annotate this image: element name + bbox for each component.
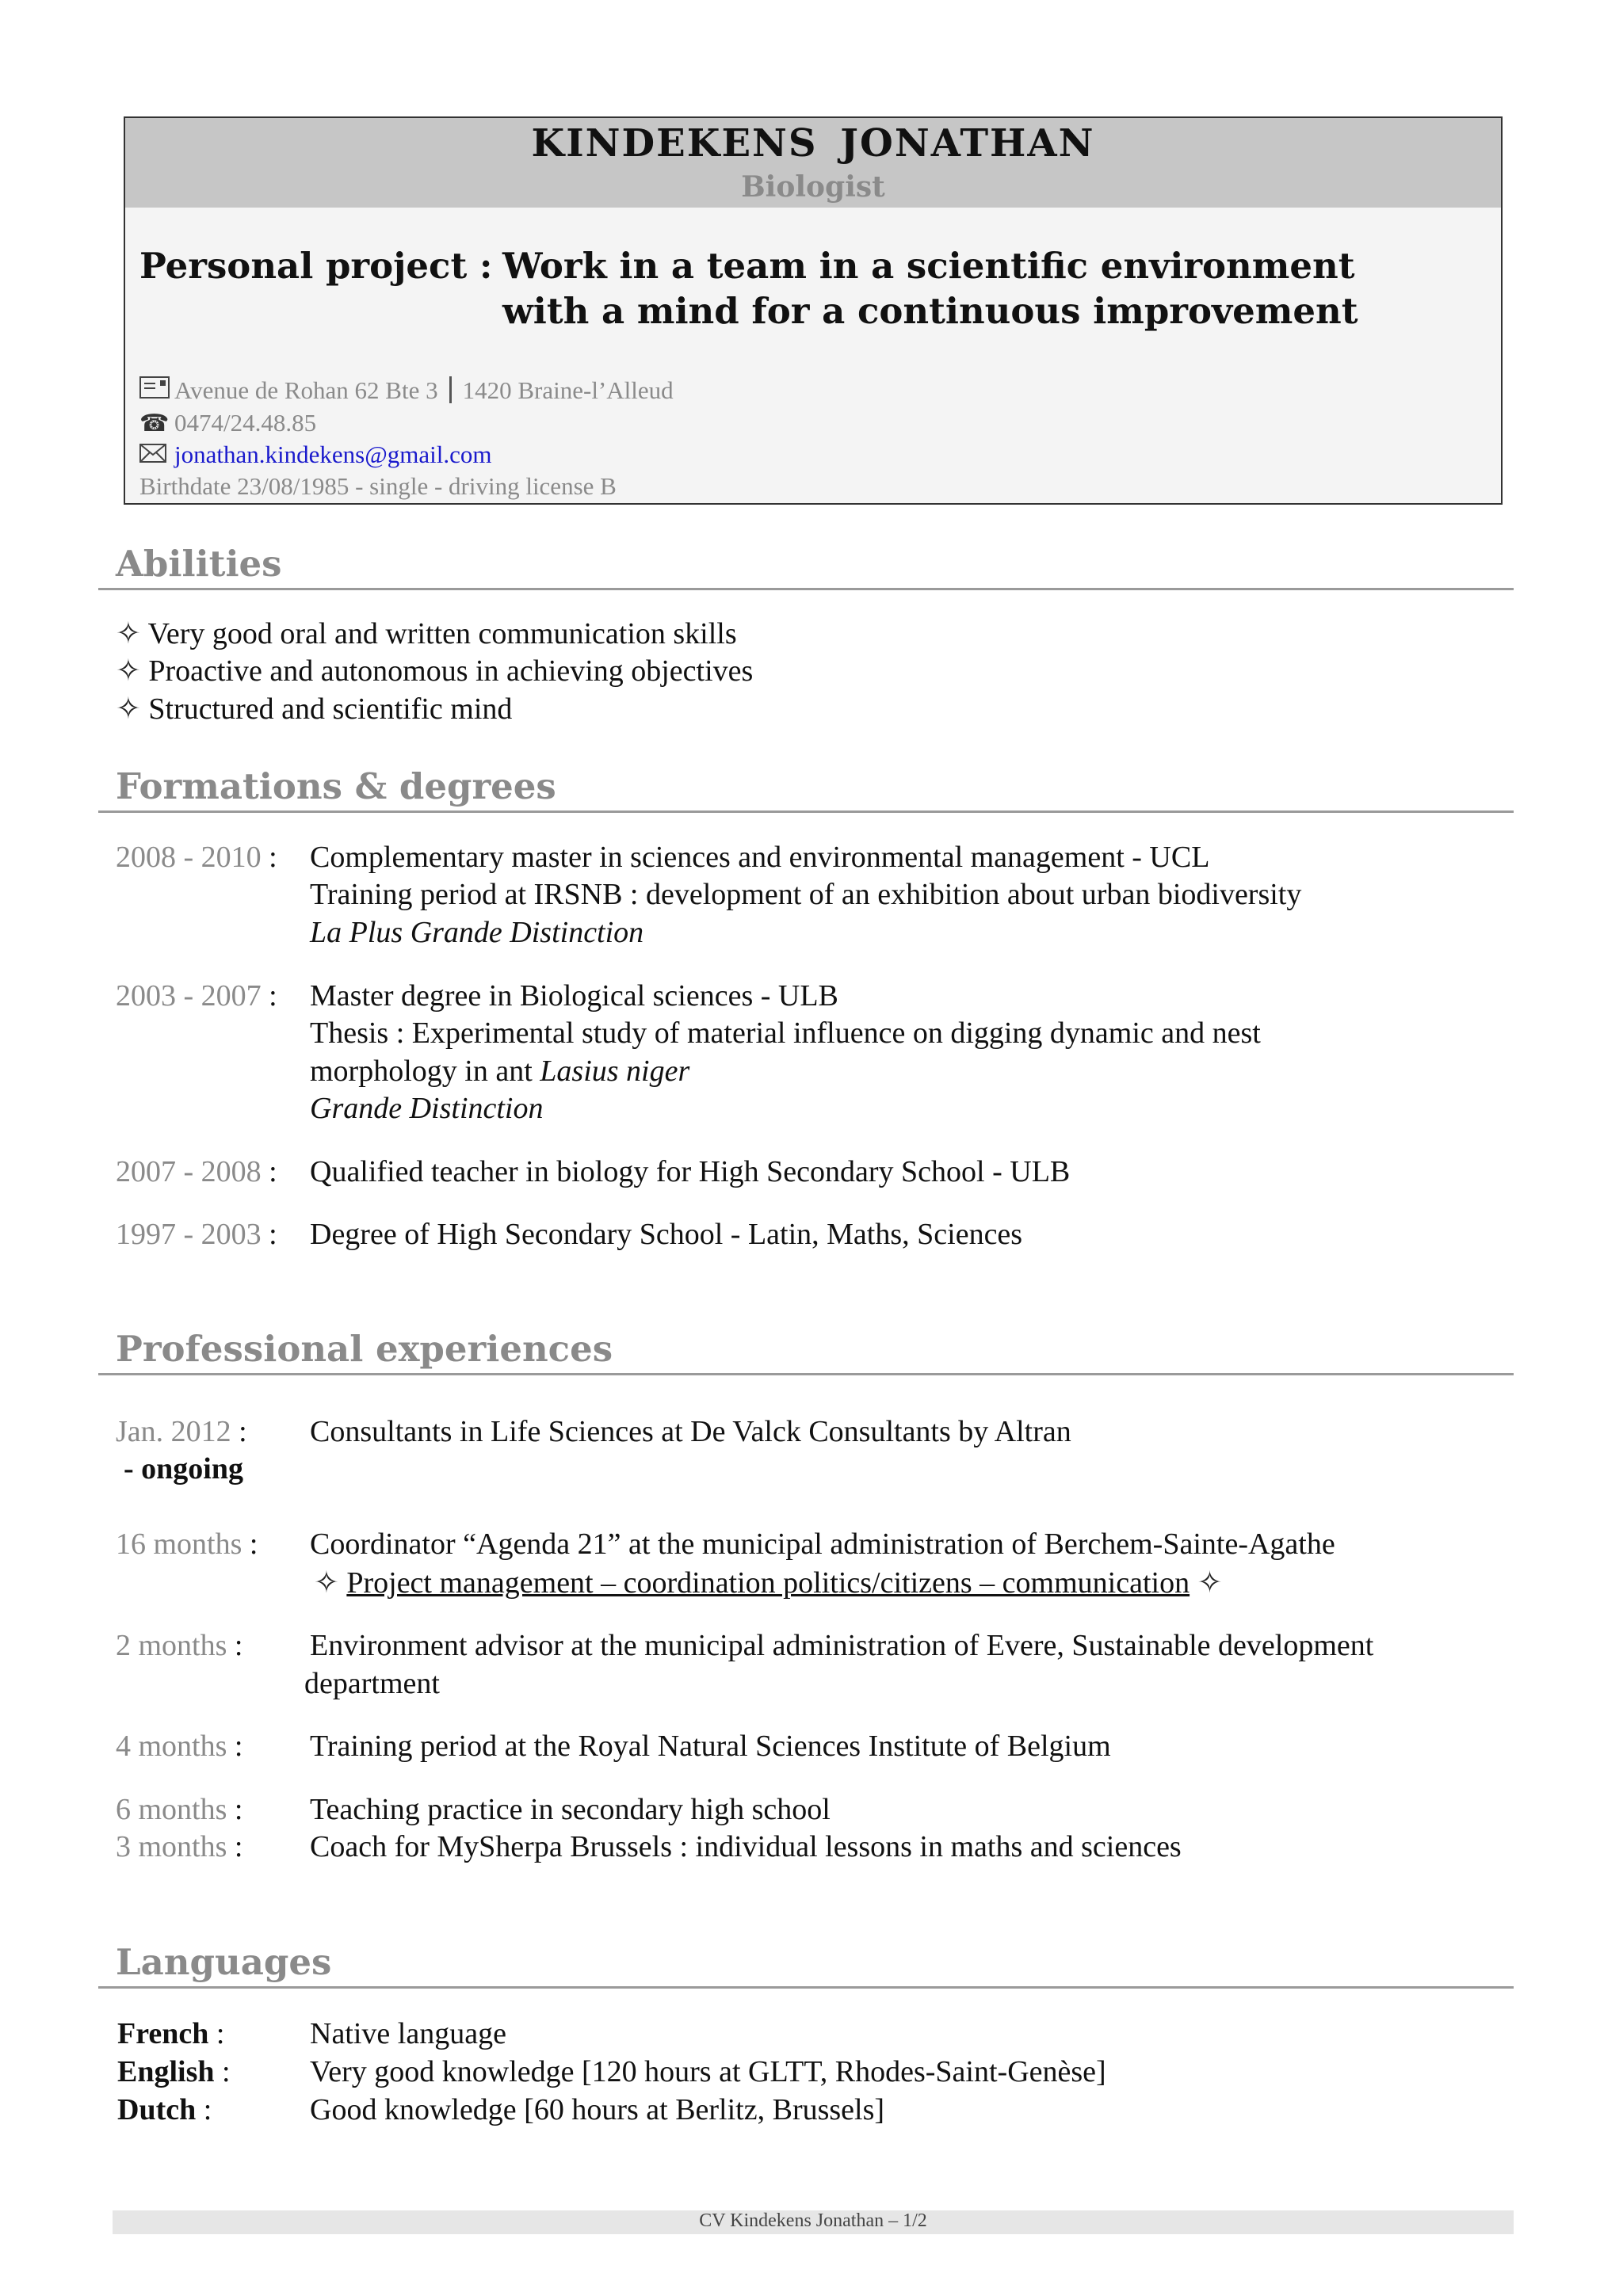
person-role: Biologist [741, 170, 885, 204]
experience-date-extra: - ongoing [124, 1452, 243, 1486]
star-bullet-icon: ✧ [116, 617, 148, 650]
contact-phone [139, 409, 316, 437]
experience-line: Consultants in Life Sciences at De Valck Consultants by Altran [310, 1415, 1071, 1448]
formation-line: Qualified teacher in biology for High Secondary School - ULB [310, 1155, 1071, 1188]
languages-rule [98, 1986, 1514, 1989]
language-level: Good knowledge [60 hours at Berlitz, Brussels] [310, 2093, 885, 2126]
star-bullet-icon: ✧ [314, 1566, 347, 1600]
ability-item: ✧ Very good oral and written communication skills [116, 617, 737, 650]
formation-distinction: La Plus Grande Distinction [310, 916, 644, 949]
abilities-rule [98, 588, 1514, 590]
experience-date: Jan. 2012 : [116, 1415, 247, 1448]
experience-line: department [304, 1667, 440, 1700]
project-line-1: Work in a team in a scientific environment [502, 245, 1355, 287]
experience-line: ✧ Project management – coordination politics/citizens – communication ✧ [314, 1566, 1223, 1600]
email-link[interactable]: jonathan.kindekens@gmail.com [174, 441, 492, 468]
formation-line: Master degree in Biological sciences - ULB [310, 979, 838, 1013]
formation-line: Thesis : Experimental study of material influence on digging dynamic and nest [310, 1016, 1261, 1050]
ability-item: ✧ Proactive and autonomous in achieving objectives [116, 654, 754, 688]
formation-line: Complementary master in sciences and environmental management - UCL [310, 841, 1210, 874]
language-name: Dutch : [117, 2093, 212, 2126]
footer-text: CV Kindekens Jonathan – 1/2 [699, 2210, 927, 2231]
formation-distinction: Grande Distinction [310, 1092, 544, 1125]
experiences-title: Professional experiences [116, 1328, 613, 1370]
experience-date: 16 months : [116, 1527, 258, 1561]
experience-date: 6 months : [116, 1793, 243, 1826]
languages-title: Languages [116, 1941, 332, 1983]
envelope-icon [139, 442, 174, 469]
formation-date: 1997 - 2003 : [116, 1218, 277, 1251]
person-name: KINDEKENS JONATHAN [531, 121, 1095, 166]
formation-date: 2003 - 2007 : [116, 979, 277, 1013]
experience-line: Coordinator “Agenda 21” at the municipal administration of Berchem-Sainte-Agathe [310, 1527, 1335, 1561]
language-name: English : [117, 2055, 231, 2088]
experience-date: 4 months : [116, 1730, 243, 1763]
formations-title: Formations & degrees [116, 765, 556, 807]
language-level: Very good knowledge [120 hours at GLTT, Rhodes-Saint-Genèse] [310, 2055, 1106, 2088]
experience-line: Training period at the Royal Natural Sciences Institute of Belgium [310, 1730, 1111, 1763]
header-box [124, 116, 1503, 505]
language-name: French : [117, 2017, 225, 2050]
contact-address [139, 376, 674, 405]
project-line-2: with a mind for a continuous improvement [502, 290, 1358, 332]
experience-line: Environment advisor at the municipal administration of Evere, Sustainable development [310, 1629, 1374, 1662]
phone-number: 0474/24.48.85 [174, 409, 317, 437]
contact-email [139, 441, 491, 469]
ability-item: ✧ Structured and scientific mind [116, 692, 513, 726]
language-level: Native language [310, 2017, 506, 2050]
address-card-icon [139, 376, 174, 405]
birth-info: Birthdate 23/08/1985 - single - driving license B [139, 472, 617, 500]
star-bullet-icon: ✧ [116, 692, 149, 726]
formation-line: Training period at IRSNB : development of an exhibition about urban biodiversity [310, 878, 1302, 911]
formation-line: morphology in ant Lasius niger [310, 1055, 690, 1088]
star-bullet-icon: ✧ [116, 654, 149, 688]
experience-line: Teaching practice in secondary high school [310, 1793, 831, 1826]
project-label: Personal project : [139, 245, 493, 287]
formation-date: 2007 - 2008 : [116, 1155, 277, 1188]
star-bullet-icon: ✧ [1190, 1566, 1223, 1600]
experience-line: Coach for MySherpa Brussels : individual lessons in maths and sciences [310, 1830, 1182, 1863]
experience-date: 3 months : [116, 1830, 243, 1863]
address-city: 1420 Braine-l’Alleud [462, 376, 674, 404]
formations-rule [98, 810, 1514, 813]
address-separator [449, 376, 452, 403]
formation-date: 2008 - 2010 : [116, 841, 277, 874]
footer-band [113, 2210, 1514, 2234]
phone-icon: ☎ [139, 410, 170, 437]
address-street: Avenue de Rohan 62 Bte 3 [174, 376, 438, 404]
formation-line: Degree of High Secondary School - Latin, Maths, Sciences [310, 1218, 1023, 1251]
experience-date: 2 months : [116, 1629, 243, 1662]
abilities-title: Abilities [116, 543, 282, 585]
experiences-rule [98, 1373, 1514, 1375]
